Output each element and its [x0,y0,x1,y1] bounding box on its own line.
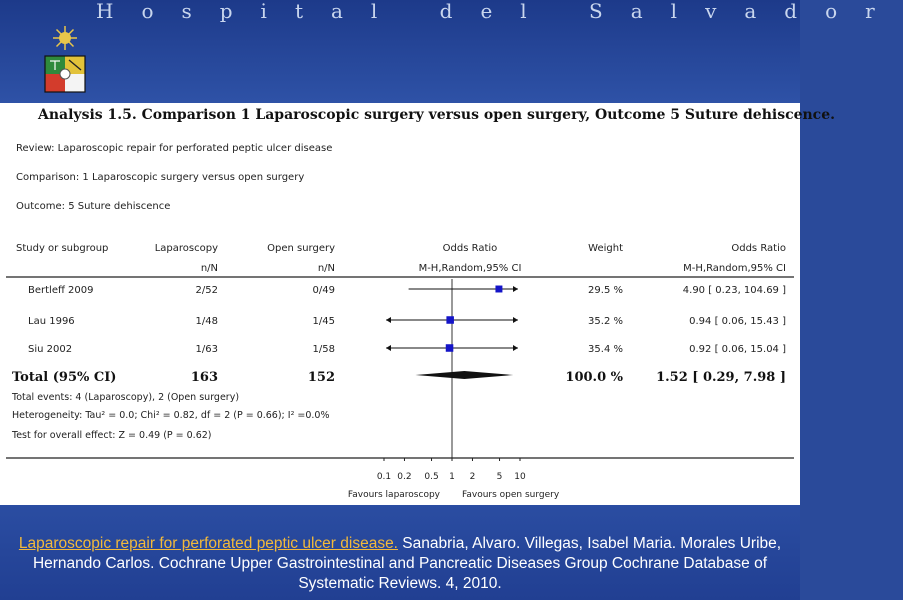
header-laparoscopy-sub: n/N [200,263,218,274]
axis-tick-label: 0.2 [397,472,412,482]
comparison-line: Comparison: 1 Laparoscopic surgery versus open surgery [16,172,305,183]
open-surgery-count: 0/49 [312,285,335,296]
forest-plot [0,103,835,505]
review-line: Review: Laparoscopic repair for perforated peptic ulcer disease [16,143,333,154]
citation [8,534,792,594]
plot-marks [386,279,518,458]
ci-arrow-right [513,317,518,323]
header-laparoscopy: Laparoscopy [154,243,218,254]
total-weight: 100.0 % [565,370,623,385]
header-study: Study or subgroup [16,243,109,254]
study-name: Bertleff 2009 [28,285,94,296]
forest-plot-panel [0,103,835,505]
total-ci: 1.52 [ 0.29, 7.98 ] [656,370,786,385]
laparoscopy-count: 1/48 [195,316,218,327]
ci-arrow-right [513,345,518,351]
heterogeneity: Heterogeneity: Tau² = 0.0; Chi² = 0.82, df = 2 (P = 0.66); I² =0.0% [12,410,330,421]
total-events: Total events: 4 (Laparoscopy), 2 (Open surgery) [12,392,240,403]
favours-open-surgery: Favours open surgery [462,490,560,500]
header-open-surgery: Open surgery [267,243,335,254]
study-weight: 35.4 % [588,344,623,355]
ci-arrow-left [386,317,391,323]
favours-laparoscopy: Favours laparoscopy [347,490,440,500]
study-weight: 35.2 % [588,316,623,327]
total-open-surgery: 152 [307,370,335,385]
axis-tick-label: 0.1 [376,472,392,482]
study-weight: 29.5 % [588,285,623,296]
header-odds-ratio-plot-sub: M-H,Random,95% CI [418,263,522,274]
open-surgery-count: 1/45 [312,316,335,327]
pooled-diamond [415,371,513,379]
axis-tick-label: 0.5 [424,472,439,482]
shield-icon [45,56,85,92]
open-surgery-count: 1/58 [312,344,335,355]
total-label: Total (95% CI) [12,370,117,385]
sun-emblem-icon [53,26,77,50]
hospital-title: Hospital del Salvador [96,0,903,23]
axis-ticks [377,458,526,482]
axis-tick-label: 5 [496,472,503,482]
study-name: Siu 2002 [28,344,73,355]
axis-tick-label: 2 [469,472,476,482]
header-odds-ratio-plot: Odds Ratio [442,243,498,254]
total-laparoscopy: 163 [190,370,218,385]
study-point [446,316,454,324]
citation-link[interactable]: Laparoscopic repair for perforated peptic ulcer disease. [18,535,398,552]
study-ci: 0.94 [ 0.06, 15.43 ] [689,316,786,327]
axis-tick-label: 10 [514,472,526,482]
ci-arrow-left [386,345,391,351]
outcome-line: Outcome: 5 Suture dehiscence [16,201,171,212]
study-name: Lau 1996 [28,316,75,327]
ci-arrow-right [513,286,518,292]
study-point [495,286,502,293]
hospital-logo [36,24,94,104]
header-odds-ratio: Odds Ratio [731,243,786,254]
header-open-surgery-sub: n/N [317,263,335,274]
laparoscopy-count: 2/52 [195,285,218,296]
study-ci: 4.90 [ 0.23, 104.69 ] [682,285,786,296]
header-odds-ratio-sub: M-H,Random,95% CI [683,263,786,274]
citation-text: Sanabria, Alvaro. Villegas, Isabel Maria. Morales Uribe, Hernando Carlos. Cochrane Upper Gastrointestinal and Pancreatic Diseases Group Cochrane Database of Systematic Reviews. 4, 2010. [32,535,782,592]
analysis-title: Analysis 1.5. Comparison 1 Laparoscopic surgery versus open surgery, Outcome 5 Suture dehiscence. [38,107,835,123]
study-ci: 0.92 [ 0.06, 15.04 ] [689,344,786,355]
study-point [446,344,454,352]
header-weight: Weight [588,243,623,254]
axis-tick-label: 1 [449,472,455,482]
overall-effect: Test for overall effect: Z = 0.49 (P = 0.62) [12,430,212,441]
laparoscopy-count: 1/63 [195,344,218,355]
